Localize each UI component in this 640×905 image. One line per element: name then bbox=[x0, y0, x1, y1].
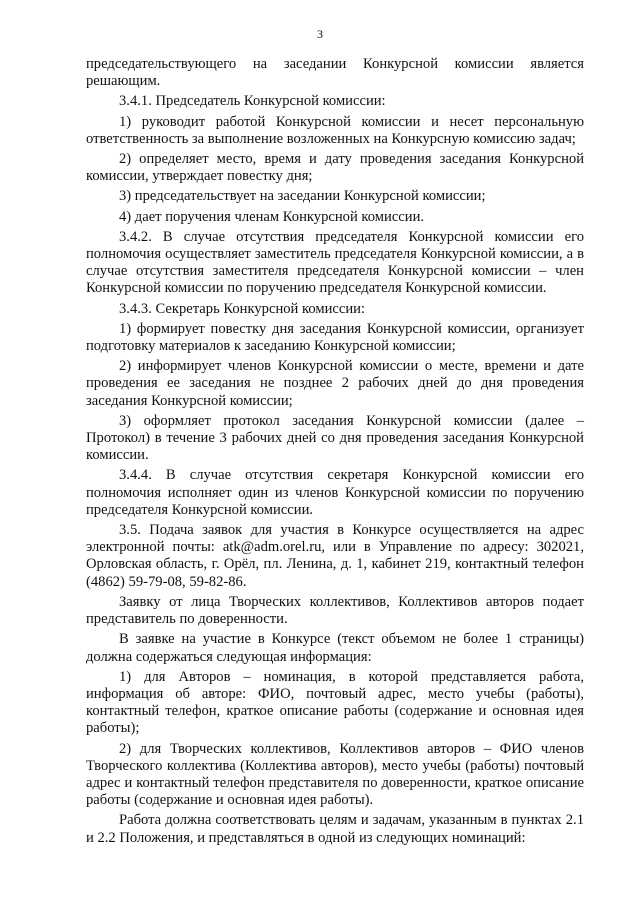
page-number: 3 bbox=[317, 27, 323, 41]
list-item: 1) для Авторов – номинация, в которой представляется работа, информация об авторе: ФИО, почтовый адрес, место учебы (работы), контактный телефон, краткое описание работы (содержание и основная идея работы); bbox=[86, 668, 584, 737]
list-item: 4) дает поручения членам Конкурсной комиссии. bbox=[119, 208, 425, 225]
document-body bbox=[86, 56, 584, 850]
paragraph: Работа должна соответствовать целям и задачам, указанным в пунктах 2.1 и 2.2 Положения, и представляться в одной из следующих номинаций: bbox=[86, 812, 584, 846]
clause-3-4-2: 3.4.2. В случае отсутствия председателя Конкурсной комиссии его полномочия осуществляет заместитель председателя Конкурсной комиссии, а в случае отсутствия заместителя председателя Конкурсной комиссии – член Конкурсной комиссии по поручению председателя Конкурсной комиссии. bbox=[86, 228, 584, 297]
list-item: 1) формирует повестку дня заседания Конкурсной комиссии, организует подготовку материалов к заседанию Конкурсной комиссии; bbox=[86, 320, 584, 355]
clause-3-4-3-heading: 3.4.3. Секретарь Конкурсной комиссии: bbox=[119, 300, 366, 317]
paragraph-continuation: председательствующего на заседании Конкурсной комиссии является решающим. bbox=[86, 56, 584, 90]
paragraph: В заявке на участие в Конкурсе (текст объемом не более 1 страницы) должна содержаться следующая информация: bbox=[86, 631, 584, 665]
clause-3-4-1-heading: 3.4.1. Председатель Конкурсной комиссии: bbox=[119, 93, 386, 110]
clause-3-5: 3.5. Подача заявок для участия в Конкурсе осуществляется на адрес электронной почты: atk@adm.orel.ru, или в Управление по адресу: 302021, Орловская область, г. Орёл, пл. Ленина, д. 1, кабинет 219, контактный телефон (4862) 59-79-08, 59-82-86. bbox=[86, 522, 584, 590]
list-item: 1) руководит работой Конкурсной комиссии и несет персональную ответственность за выполнение возложенных на Конкурсную комиссию задач; bbox=[86, 113, 584, 147]
list-item: 2) информирует членов Конкурсной комиссии о месте, времени и дате проведения ее заседания не позднее 2 рабочих дней до дня проведения заседания Конкурсной комиссии; bbox=[86, 358, 584, 409]
list-item: 3) оформляет протокол заседания Конкурсной комиссии (далее – Протокол) в течение 3 рабочих дней со дня проведения заседания Конкурсной комиссии. bbox=[86, 412, 584, 464]
list-item: 2) определяет место, время и дату проведения заседания Конкурсной комиссии, утверждает повестку дня; bbox=[86, 151, 584, 185]
paragraph: Заявку от лица Творческих коллективов, Коллективов авторов подает представитель по доверенности. bbox=[86, 593, 584, 628]
list-item: 2) для Творческих коллективов, Коллективов авторов – ФИО членов Творческого коллектива (Коллектива авторов), место учебы (работы) почтовый адрес и контактный телефон представителя по доверенности, краткое описание работы (содержание и основная идея работы). bbox=[86, 740, 584, 809]
clause-3-4-4: 3.4.4. В случае отсутствия секретаря Конкурсной комиссии его полномочия исполняет один из членов Конкурсной комиссии по поручению председателя Конкурсной комиссии. bbox=[86, 467, 584, 518]
list-item: 3) председательствует на заседании Конкурсной комиссии; bbox=[119, 188, 486, 205]
